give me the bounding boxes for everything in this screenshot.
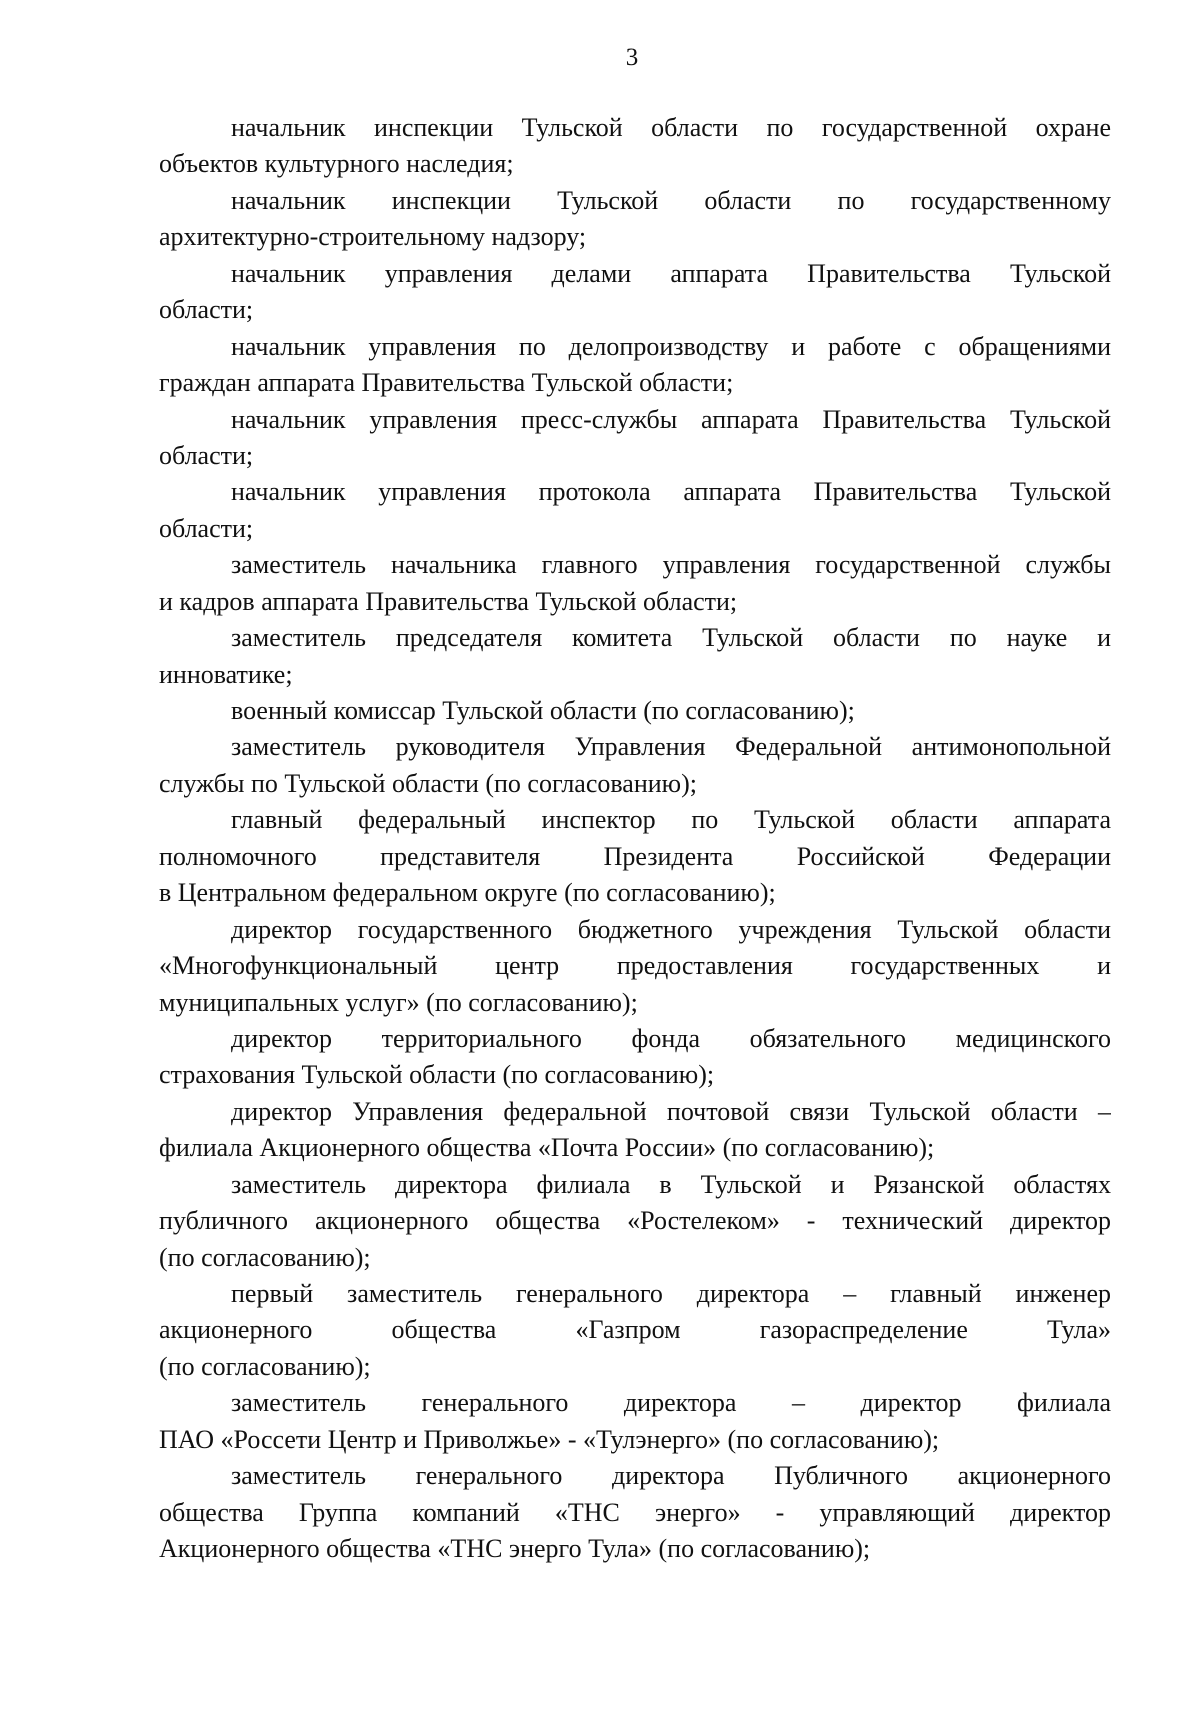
- list-paragraph: [159, 1458, 1111, 1567]
- text-line: архитектурно-строительному надзору;: [159, 222, 587, 252]
- text-line: филиала Акционерного общества «Почта России» (по согласованию);: [159, 1133, 935, 1163]
- text-line: инноватике;: [159, 659, 293, 689]
- text-line: «Многофункциональный центр предоставления государственных и: [159, 951, 1111, 981]
- text-line: объектов культурного наследия;: [159, 149, 514, 179]
- text-line: общества Группа компаний «ТНС энерго» - управляющий директор: [159, 1497, 1111, 1527]
- page-number: 3: [625, 44, 639, 71]
- document-body: [159, 110, 1111, 1568]
- text-line: и кадров аппарата Правительства Тульской области;: [159, 586, 738, 616]
- text-line: военный комиссар Тульской области (по согласованию);: [231, 696, 855, 725]
- text-line: ПАО «Россети Центр и Приволжье» - «Тулэнерго» (по согласованию);: [159, 1424, 940, 1454]
- text-line: директор государственного бюджетного учреждения Тульской области: [231, 914, 1111, 944]
- text-line: первый заместитель генерального директора – главный инженер: [231, 1279, 1111, 1308]
- list-paragraph: [159, 1167, 1111, 1276]
- text-line: публичного акционерного общества «Ростелеком» - технический директор: [159, 1206, 1111, 1236]
- text-line: (по согласованию);: [159, 1351, 371, 1381]
- list-paragraph: [159, 620, 1111, 693]
- text-line: директор территориального фонда обязательного медицинского: [231, 1023, 1111, 1053]
- text-line: службы по Тульской области (по согласованию);: [159, 768, 697, 798]
- list-paragraph: [159, 1094, 1111, 1167]
- list-paragraph: [159, 802, 1111, 911]
- list-paragraph: [159, 256, 1111, 329]
- list-paragraph: [159, 693, 1111, 729]
- list-paragraph: [159, 110, 1111, 183]
- text-line: начальник управления делами аппарата Правительства Тульской: [231, 258, 1111, 288]
- text-line: области;: [159, 295, 254, 325]
- list-paragraph: [159, 729, 1111, 802]
- list-paragraph: [159, 402, 1111, 475]
- text-line: главный федеральный инспектор по Тульской области аппарата: [231, 805, 1111, 835]
- text-line: заместитель генерального директора Публичного акционерного: [231, 1461, 1111, 1491]
- text-line: заместитель начальника главного управления государственной службы: [231, 550, 1111, 580]
- list-paragraph: [159, 1276, 1111, 1385]
- text-line: (по согласованию);: [159, 1242, 371, 1272]
- list-paragraph: [159, 1021, 1111, 1094]
- text-line: акционерного общества «Газпром газораспределение Тула»: [159, 1315, 1111, 1345]
- text-line: начальник управления пресс-службы аппарата Правительства Тульской: [231, 404, 1111, 434]
- text-line: начальник инспекции Тульской области по государственному: [231, 185, 1111, 215]
- text-line: области;: [159, 513, 254, 543]
- text-line: граждан аппарата Правительства Тульской области;: [159, 368, 734, 398]
- list-paragraph: [159, 547, 1111, 620]
- text-line: заместитель генерального директора – директор филиала: [231, 1388, 1111, 1418]
- list-paragraph: [159, 329, 1111, 402]
- list-paragraph: [159, 474, 1111, 547]
- text-line: муниципальных услуг» (по согласованию);: [159, 987, 638, 1017]
- list-paragraph: [159, 912, 1111, 1021]
- text-line: заместитель директора филиала в Тульской и Рязанской областях: [231, 1169, 1111, 1199]
- text-line: начальник управления протокола аппарата Правительства Тульской: [231, 477, 1111, 507]
- text-line: полномочного представителя Президента Российской Федерации: [159, 841, 1111, 871]
- text-line: области;: [159, 440, 254, 470]
- text-line: заместитель руководителя Управления Федеральной антимонопольной: [231, 732, 1111, 762]
- text-line: начальник управления по делопроизводству и работе с обращениями: [231, 331, 1111, 361]
- text-line: страхования Тульской области (по согласованию);: [159, 1060, 715, 1090]
- list-paragraph: [159, 1385, 1111, 1458]
- text-line: Акционерного общества «ТНС энерго Тула» (по согласованию);: [159, 1534, 871, 1564]
- text-line: заместитель председателя комитета Тульской области по науке и: [231, 623, 1111, 653]
- text-line: в Центральном федеральном округе (по согласованию);: [159, 878, 776, 908]
- text-line: директор Управления федеральной почтовой связи Тульской области –: [231, 1096, 1111, 1126]
- list-paragraph: [159, 183, 1111, 256]
- text-line: начальник инспекции Тульской области по государственной охране: [231, 113, 1111, 142]
